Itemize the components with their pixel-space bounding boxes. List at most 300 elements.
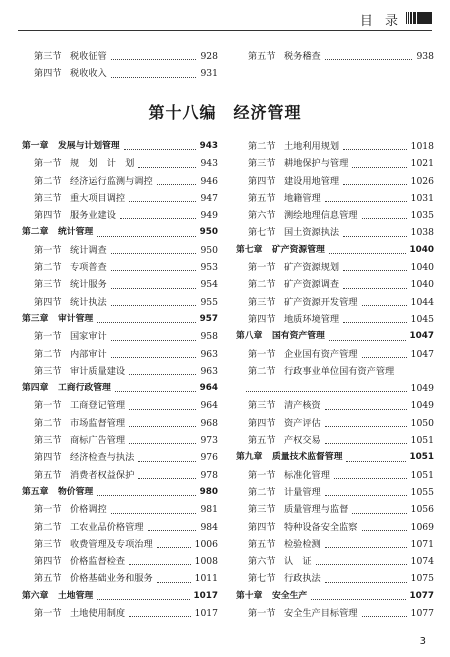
toc-section-row bbox=[22, 155, 218, 172]
toc-leader-dots bbox=[111, 357, 196, 358]
toc-entry-title: 特种设备安全监察 bbox=[284, 521, 358, 533]
toc-page-number: 1026 bbox=[410, 175, 434, 187]
toc-page-number: 943 bbox=[200, 158, 218, 170]
toc-leader-dots bbox=[362, 218, 407, 219]
toc-section-row bbox=[236, 415, 434, 432]
toc-entry-title: 土地使用制度 bbox=[70, 608, 126, 620]
toc-entry-label: 第四章 bbox=[22, 383, 49, 394]
toc-leader-dots bbox=[111, 513, 196, 514]
toc-page-number: 1040 bbox=[410, 262, 434, 274]
toc-page-number: 1071 bbox=[410, 538, 434, 550]
toc-entry-title: 测绘地理信息管理 bbox=[284, 210, 358, 222]
toc-page-number: 931 bbox=[200, 68, 218, 80]
toc-entry-label: 第一节 bbox=[34, 400, 62, 412]
toc-section-row bbox=[22, 242, 218, 259]
toc-leader-dots bbox=[129, 443, 196, 444]
toc-entry-title: 矿产资源调查 bbox=[284, 279, 340, 291]
toc-leader-dots bbox=[343, 149, 407, 150]
toc-page-number: 1049 bbox=[410, 383, 434, 395]
toc-entry-label: 第三章 bbox=[22, 313, 49, 324]
part-title: 第十八编 经济管理 bbox=[148, 103, 302, 122]
toc-entry-label: 第四节 bbox=[34, 556, 62, 568]
toc-section-row bbox=[236, 276, 434, 293]
toc-page-number: 964 bbox=[200, 400, 218, 412]
toc-section-row bbox=[22, 553, 218, 570]
toc-leader-dots bbox=[325, 547, 407, 548]
toc-section-row bbox=[236, 501, 434, 518]
toc-page-number: 1051 bbox=[410, 469, 434, 481]
toc-entry-title: 物价管理 bbox=[58, 486, 94, 497]
toc-entry-title: 价格基础业务和服务 bbox=[70, 573, 153, 585]
toc-entry-label: 第二节 bbox=[248, 141, 276, 152]
toc-page-number: 938 bbox=[416, 51, 434, 62]
toc-page-number: 954 bbox=[200, 279, 218, 291]
toc-entry-label: 第二节 bbox=[34, 417, 62, 429]
toc-entry-title: 服务业建设 bbox=[70, 210, 116, 222]
toc-entry-title: 资产评估 bbox=[284, 417, 321, 429]
toc-section-row bbox=[22, 536, 218, 553]
toc-entry-title: 重大项目调控 bbox=[70, 192, 126, 204]
toc-leader-dots bbox=[343, 288, 407, 289]
toc-leader-dots bbox=[97, 599, 190, 600]
toc-section-row bbox=[236, 311, 434, 328]
toc-entry-title: 市场监督管理 bbox=[70, 417, 126, 429]
toc-page-number: 1040 bbox=[409, 244, 434, 255]
toc-section-row bbox=[22, 519, 218, 536]
toc-page-number: 1051 bbox=[410, 435, 434, 447]
toc-entry-title: 质量管理与监督 bbox=[284, 504, 349, 516]
toc-section-row bbox=[22, 570, 218, 587]
toc-page-number: 1038 bbox=[410, 227, 434, 239]
page-number: 3 bbox=[419, 636, 426, 647]
toc-page-number: 1074 bbox=[410, 556, 434, 568]
toc-entry-title: 计量管理 bbox=[284, 486, 321, 498]
toc-chapter-row bbox=[236, 449, 434, 466]
toc-entry-label: 第二节 bbox=[34, 262, 62, 274]
toc-page-number: 963 bbox=[200, 365, 218, 377]
toc-entry-label: 第十章 bbox=[236, 590, 263, 601]
toc-entry-label: 第四节 bbox=[34, 452, 62, 464]
toc-leader-dots bbox=[343, 236, 407, 237]
toc-page-number: 963 bbox=[200, 348, 218, 360]
toc-page-number: 981 bbox=[200, 504, 218, 516]
toc-page-number: 947 bbox=[200, 192, 218, 204]
toc-leader-dots bbox=[343, 322, 407, 323]
toc-page-number: 1045 bbox=[410, 313, 434, 325]
toc-page-number: 1069 bbox=[410, 521, 434, 533]
toc-entry-label: 第三节 bbox=[34, 365, 62, 377]
toc-section-row bbox=[22, 605, 218, 622]
toc-entry-title: 土地利用规划 bbox=[284, 141, 340, 152]
toc-leader-dots bbox=[325, 443, 407, 444]
toc-leader-dots bbox=[129, 201, 196, 202]
toc-section-row bbox=[22, 397, 218, 414]
toc-entry-title: 土地管理 bbox=[58, 590, 94, 601]
toc-section-row bbox=[22, 501, 218, 518]
toc-entry-title: 工商行政管理 bbox=[58, 383, 111, 394]
toc-entry-label: 第二节 bbox=[34, 348, 62, 360]
toc-entry-title: 发展与计划管理 bbox=[58, 141, 120, 151]
toc-section-row bbox=[22, 363, 218, 380]
toc-entry-title: 税收收入 bbox=[70, 68, 107, 80]
toc-entry-label: 第二节 bbox=[34, 521, 62, 533]
toc-section-row bbox=[22, 449, 218, 466]
toc-leader-dots bbox=[362, 616, 407, 617]
toc-entry-label: 第二节 bbox=[248, 279, 276, 291]
toc-leader-dots bbox=[325, 409, 407, 410]
toc-entry-label: 第一章 bbox=[22, 141, 49, 151]
toc-page-number: 1018 bbox=[410, 141, 434, 152]
toc-entry-title: 税务稽查 bbox=[284, 51, 321, 62]
toc-entry-title: 矿产资源开发管理 bbox=[284, 296, 358, 308]
toc-section-row bbox=[22, 346, 218, 363]
toc-entry-title: 企业国有资产管理 bbox=[284, 348, 358, 360]
toc-section-row bbox=[22, 48, 218, 65]
toc-page-number: 953 bbox=[200, 262, 218, 274]
toc-entry-label: 第四节 bbox=[34, 68, 62, 80]
toc-leader-dots bbox=[138, 478, 196, 479]
toc-entry-title: 国家审计 bbox=[70, 331, 107, 343]
toc-entry-label: 第三节 bbox=[248, 400, 276, 412]
header-bars-decoration bbox=[406, 12, 432, 24]
toc-leader-dots bbox=[129, 616, 191, 617]
toc-leader-dots bbox=[325, 495, 407, 496]
toc-leader-dots bbox=[157, 547, 191, 548]
toc-page-number: 1047 bbox=[409, 331, 434, 342]
toc-page-number: 1050 bbox=[410, 417, 434, 429]
toc-page-number: 968 bbox=[200, 417, 218, 429]
toc-entry-label: 第三节 bbox=[34, 435, 62, 447]
toc-leader-dots bbox=[97, 495, 196, 496]
toc-page-number: 1051 bbox=[409, 452, 434, 463]
toc-entry-label: 第五节 bbox=[34, 469, 62, 481]
toc-entry-label: 第四节 bbox=[248, 417, 276, 429]
toc-page-number: 943 bbox=[199, 141, 218, 151]
toc-entry-title: 认 证 bbox=[284, 556, 312, 568]
toc-entry-title: 产权交易 bbox=[284, 435, 321, 447]
toc-entry-label: 第五章 bbox=[22, 486, 49, 497]
toc-page-number: 973 bbox=[200, 435, 218, 447]
toc-entry-label: 第一节 bbox=[34, 158, 62, 170]
toc-entry-title: 标准化管理 bbox=[284, 469, 330, 481]
toc-entry-label: 第四节 bbox=[34, 296, 62, 308]
toc-section-row bbox=[22, 65, 218, 82]
toc-leader-dots bbox=[311, 599, 406, 600]
toc-entry-title: 耕地保护与管理 bbox=[284, 158, 349, 170]
toc-entry-title: 专项普查 bbox=[70, 262, 107, 274]
toc-leader-dots bbox=[316, 564, 407, 565]
toc-leader-dots bbox=[325, 426, 407, 427]
toc-page-number: 957 bbox=[199, 313, 218, 324]
toc-page-number: 958 bbox=[200, 331, 218, 343]
toc-leader-dots bbox=[148, 530, 196, 531]
toc-page-number: 976 bbox=[200, 452, 218, 464]
toc-entry-label: 第七节 bbox=[248, 227, 276, 239]
toc-page-number: 1049 bbox=[410, 400, 434, 412]
toc-entry-label: 第一节 bbox=[248, 608, 276, 620]
toc-entry-title: 统计管理 bbox=[58, 227, 94, 238]
toc-section-row bbox=[236, 48, 434, 65]
toc-entry-label: 第二节 bbox=[248, 365, 276, 377]
toc-section-row bbox=[22, 467, 218, 484]
toc-entry-title: 质量技术监督管理 bbox=[272, 452, 343, 463]
toc-section-row bbox=[236, 397, 434, 414]
toc-entry-label: 第一节 bbox=[34, 608, 62, 620]
toc-entry-title: 安全生产 bbox=[272, 590, 308, 601]
toc-section-row bbox=[22, 415, 218, 432]
toc-entry-title: 地籍管理 bbox=[284, 192, 321, 204]
toc-section-row bbox=[22, 259, 218, 276]
toc-chapter-row bbox=[22, 484, 218, 501]
toc-entry-label: 第三节 bbox=[34, 51, 62, 62]
toc-leader-dots bbox=[352, 513, 407, 514]
toc-section-row bbox=[22, 276, 218, 293]
toc-entry-title: 工商登记管理 bbox=[70, 400, 126, 412]
toc-section-row bbox=[236, 190, 434, 207]
toc-entry-title: 价格调控 bbox=[70, 504, 107, 516]
toc-entry-label: 第六章 bbox=[22, 590, 49, 601]
toc-section-row bbox=[236, 259, 434, 276]
toc-section-row bbox=[22, 207, 218, 224]
toc-entry-label: 第三节 bbox=[248, 296, 276, 308]
toc-section-row bbox=[236, 519, 434, 536]
toc-leader-dots bbox=[138, 461, 196, 462]
toc-entry-label: 第一节 bbox=[34, 504, 62, 516]
toc-entry-title: 工农业品价格管理 bbox=[70, 521, 144, 533]
toc-page-number: 1021 bbox=[410, 158, 434, 170]
toc-entry-title: 地质环境管理 bbox=[284, 313, 340, 325]
toc-entry-label: 第一节 bbox=[34, 244, 62, 256]
toc-page-number: 949 bbox=[200, 210, 218, 222]
toc-leader-dots bbox=[329, 253, 406, 254]
toc-leader-dots bbox=[129, 426, 196, 427]
toc-leader-dots bbox=[111, 59, 196, 60]
toc-entry-label: 第一节 bbox=[248, 262, 276, 274]
toc-entry-title: 检验检测 bbox=[284, 538, 321, 550]
toc-entry-title: 行政执法 bbox=[284, 573, 321, 585]
toc-leader-dots bbox=[362, 305, 407, 306]
toc-leader-dots bbox=[362, 530, 407, 531]
toc-page-number: 950 bbox=[199, 227, 218, 238]
toc-entry-title: 消费者权益保护 bbox=[70, 469, 135, 481]
toc-entry-label: 第三节 bbox=[34, 279, 62, 291]
toc-entry-title: 建设用地管理 bbox=[284, 175, 340, 187]
toc-leader-dots bbox=[157, 184, 196, 185]
toc-page-number: 1056 bbox=[410, 504, 434, 516]
toc-section-row bbox=[236, 432, 434, 449]
toc-chapter-row bbox=[22, 138, 218, 155]
toc-section-row bbox=[22, 432, 218, 449]
toc-entry-label: 第五节 bbox=[248, 538, 276, 550]
toc-section-row bbox=[236, 363, 434, 380]
toc-entry-label: 第五节 bbox=[34, 573, 62, 585]
toc-entry-title: 国有资产管理 bbox=[272, 331, 325, 342]
toc-entry-label: 第一节 bbox=[248, 469, 276, 481]
toc-entry-title: 矿产资源管理 bbox=[272, 244, 325, 255]
toc-chapter-row bbox=[22, 224, 218, 241]
toc-section-row bbox=[236, 605, 434, 622]
toc-page-number: 946 bbox=[200, 175, 218, 187]
toc-leader-dots bbox=[246, 391, 407, 392]
toc-leader-dots bbox=[120, 218, 196, 219]
toc-leader-dots bbox=[129, 564, 191, 565]
toc-page-number: 928 bbox=[200, 51, 218, 62]
toc-page-number: 978 bbox=[200, 469, 218, 481]
toc-leader-dots bbox=[111, 253, 196, 254]
toc-leader-dots bbox=[111, 305, 196, 306]
toc-entry-label: 第二节 bbox=[34, 175, 62, 187]
toc-entry-label: 第五节 bbox=[248, 51, 276, 62]
toc-section-row bbox=[236, 138, 434, 155]
toc-entry-title: 经济运行监测与调控 bbox=[70, 175, 153, 187]
toc-leader-dots bbox=[129, 409, 196, 410]
toc-section-row bbox=[236, 294, 434, 311]
toc-leader-dots bbox=[329, 340, 406, 341]
toc-section-row bbox=[236, 570, 434, 587]
toc-right-column bbox=[236, 138, 434, 622]
toc-page-number: 950 bbox=[200, 244, 218, 256]
toc-page-number: 1017 bbox=[193, 590, 218, 601]
toc-entry-label: 第四节 bbox=[248, 521, 276, 533]
toc-leader-dots bbox=[111, 288, 196, 289]
toc-entry-label: 第七节 bbox=[248, 573, 276, 585]
toc-entry-label: 第九章 bbox=[236, 452, 263, 463]
toc-entry-title: 规 划 计 划 bbox=[70, 158, 135, 170]
toc-leader-dots bbox=[138, 167, 196, 168]
toc-leader-dots bbox=[362, 357, 407, 358]
toc-page-number: 984 bbox=[200, 521, 218, 533]
toc-section-row bbox=[236, 484, 434, 501]
toc-entry-title: 价格监督检查 bbox=[70, 556, 126, 568]
toc-section-row bbox=[22, 173, 218, 190]
toc-entry-label: 第六节 bbox=[248, 556, 276, 568]
toc-page-number: 1047 bbox=[410, 348, 434, 360]
toc-entry-label: 第二节 bbox=[248, 486, 276, 498]
toc-entry-label: 第五节 bbox=[248, 192, 276, 204]
toc-entry-label: 第六节 bbox=[248, 210, 276, 222]
toc-entry-label: 第三节 bbox=[34, 192, 62, 204]
toc-chapter-row bbox=[236, 328, 434, 345]
toc-entry-label: 第七章 bbox=[236, 244, 263, 255]
toc-section-row bbox=[236, 467, 434, 484]
toc-page-number: 1075 bbox=[410, 573, 434, 585]
toc-leader-dots bbox=[124, 149, 196, 150]
toc-page-number: 1006 bbox=[194, 538, 218, 550]
toc-page-number: 964 bbox=[199, 383, 218, 394]
toc-entry-label: 第二章 bbox=[22, 227, 49, 238]
toc-entry-title: 商标广告管理 bbox=[70, 435, 126, 447]
toc-page-number: 1031 bbox=[410, 192, 434, 204]
toc-page-number: 1017 bbox=[194, 608, 218, 620]
toc-entry-label: 第一节 bbox=[248, 348, 276, 360]
toc-entry-title: 内部审计 bbox=[70, 348, 107, 360]
toc-leader-dots bbox=[325, 582, 407, 583]
toc-page-number: 1008 bbox=[194, 556, 218, 568]
toc-entry-label: 第五节 bbox=[248, 435, 276, 447]
toc-page-number: 1011 bbox=[194, 573, 218, 585]
toc-entry-label: 第三节 bbox=[34, 538, 62, 550]
toc-leader-dots bbox=[97, 322, 196, 323]
toc-section-row bbox=[236, 346, 434, 363]
toc-section-row bbox=[236, 380, 434, 397]
toc-entry-label: 第三节 bbox=[248, 158, 276, 170]
toc-leader-dots bbox=[157, 582, 191, 583]
toc-section-row bbox=[236, 173, 434, 190]
toc-entry-title: 行政事业单位国有资产管理 bbox=[284, 365, 395, 377]
toc-leader-dots bbox=[97, 236, 196, 237]
toc-chapter-row bbox=[236, 588, 434, 605]
toc-chapter-row bbox=[236, 242, 434, 259]
toc-entry-label: 第四节 bbox=[34, 210, 62, 222]
toc-page-number: 1077 bbox=[409, 590, 434, 601]
toc-entry-title: 统计调查 bbox=[70, 244, 107, 256]
toc-leader-dots bbox=[343, 184, 407, 185]
toc-section-row bbox=[22, 190, 218, 207]
toc-leader-dots bbox=[129, 374, 196, 375]
toc-section-row bbox=[22, 328, 218, 345]
toc-section-row bbox=[236, 207, 434, 224]
toc-left-column bbox=[22, 138, 218, 622]
toc-entry-label: 第三节 bbox=[248, 504, 276, 516]
toc-entry-title: 税收征管 bbox=[70, 51, 107, 62]
toc-entry-title: 审计质量建设 bbox=[70, 365, 126, 377]
toc-entry-title: 清产核资 bbox=[284, 400, 321, 412]
toc-leader-dots bbox=[115, 391, 196, 392]
toc-chapter-row bbox=[22, 588, 218, 605]
toc-entry-title: 经济检查与执法 bbox=[70, 452, 135, 464]
toc-page-number: 1055 bbox=[410, 486, 434, 498]
toc-chapter-row bbox=[22, 380, 218, 397]
toc-leader-dots bbox=[325, 59, 412, 60]
toc-entry-label: 第四节 bbox=[248, 175, 276, 187]
toc-leader-dots bbox=[111, 340, 196, 341]
toc-section-row bbox=[236, 536, 434, 553]
header-rule bbox=[18, 30, 432, 31]
toc-section-row bbox=[236, 553, 434, 570]
toc-entry-title: 收费管理及专项治理 bbox=[70, 538, 153, 550]
toc-leader-dots bbox=[334, 478, 407, 479]
toc-page-number: 1077 bbox=[410, 608, 434, 620]
toc-leader-dots bbox=[111, 77, 196, 78]
toc-entry-title: 统计服务 bbox=[70, 279, 107, 291]
toc-leader-dots bbox=[343, 270, 407, 271]
toc-entry-title: 审计管理 bbox=[58, 313, 94, 324]
toc-entry-label: 第八章 bbox=[236, 331, 263, 342]
toc-leader-dots bbox=[352, 167, 407, 168]
toc-leader-dots bbox=[346, 461, 406, 462]
toc-entry-title: 统计执法 bbox=[70, 296, 107, 308]
toc-section-row bbox=[236, 224, 434, 241]
toc-entry-title: 国土资源执法 bbox=[284, 227, 340, 239]
toc-leader-dots bbox=[111, 270, 196, 271]
header-label: 目 录 bbox=[359, 14, 402, 29]
top-left-entries bbox=[22, 48, 218, 83]
toc-section-row bbox=[236, 155, 434, 172]
toc-page-number: 980 bbox=[199, 486, 218, 497]
toc-entry-label: 第一节 bbox=[34, 331, 62, 343]
toc-entry-title: 安全生产目标管理 bbox=[284, 608, 358, 620]
toc-page-number: 1044 bbox=[410, 296, 434, 308]
toc-page-number: 1035 bbox=[410, 210, 434, 222]
toc-leader-dots bbox=[325, 201, 407, 202]
toc-entry-label: 第四节 bbox=[248, 313, 276, 325]
toc-page-number: 955 bbox=[200, 296, 218, 308]
top-right-entries bbox=[236, 48, 434, 65]
toc-chapter-row bbox=[22, 311, 218, 328]
toc-page-number: 1040 bbox=[410, 279, 434, 291]
toc-entry-title: 矿产资源规划 bbox=[284, 262, 340, 274]
toc-section-row bbox=[22, 294, 218, 311]
